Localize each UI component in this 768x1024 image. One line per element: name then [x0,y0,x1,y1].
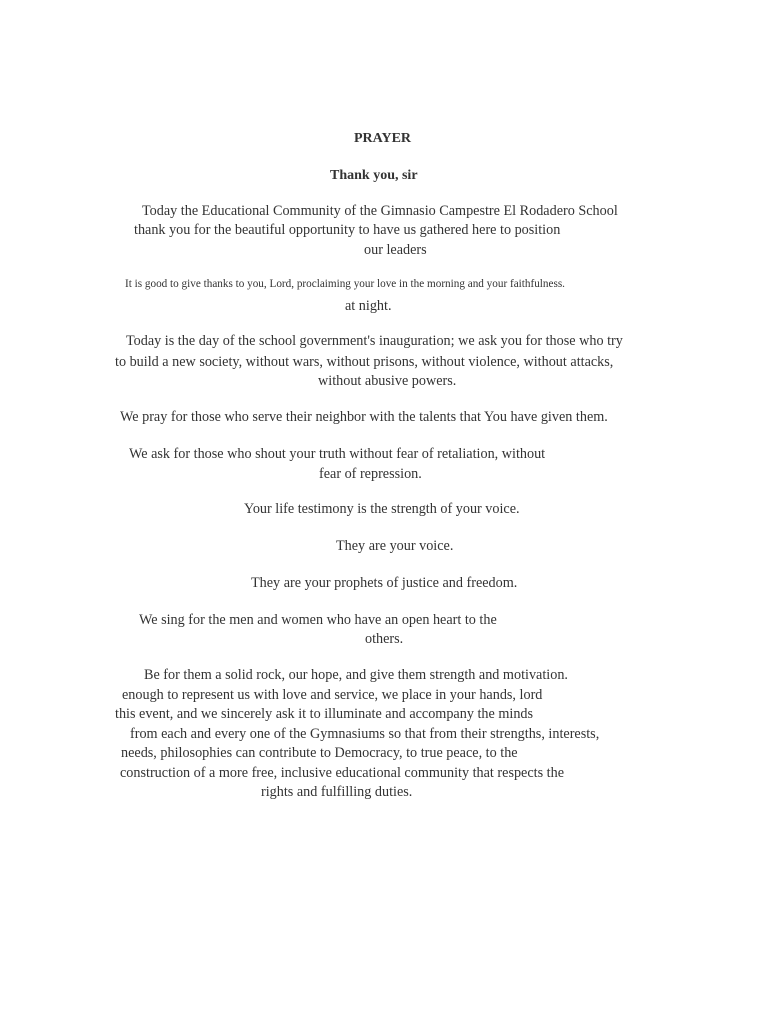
text-line: They are your voice. [336,538,454,554]
text-line: Be for them a solid rock, our hope, and give them strength and motivation. [144,667,568,683]
text-line: They are your prophets of justice and freedom. [251,575,518,591]
prayer-title: PRAYER [354,131,412,146]
text-line: We sing for the men and women who have an open heart to the [139,612,497,628]
text-line: Today the Educational Community of the Gimnasio Campestre El Rodadero School [142,203,618,219]
text-line: construction of a more free, inclusive educational community that respects the [120,765,564,781]
text-line: without abusive powers. [318,373,457,389]
text-line: It is good to give thanks to you, Lord, proclaiming your love in the morning and your faithfulness. [125,278,565,290]
text-line: rights and fulfilling duties. [261,784,413,800]
prayer-subtitle: Thank you, sir [330,168,418,183]
text-line: our leaders [364,242,427,258]
text-line: from each and every one of the Gymnasiums so that from their strengths, interests, [130,726,600,742]
text-line: thank you for the beautiful opportunity to have us gathered here to position [134,222,561,238]
text-line: We ask for those who shout your truth without fear of retaliation, without [129,446,546,462]
text-line: this event, and we sincerely ask it to illuminate and accompany the minds [115,706,534,722]
text-line: to build a new society, without wars, without prisons, without violence, without attacks, [115,354,614,370]
text-line: at night. [345,298,392,314]
text-line: We pray for those who serve their neighbor with the talents that You have given them. [120,409,608,425]
text-line: needs, philosophies can contribute to Democracy, to true peace, to the [121,745,518,761]
text-line: enough to represent us with love and service, we place in your hands, lord [122,687,543,703]
text-line: Your life testimony is the strength of your voice. [244,501,520,517]
text-line: fear of repression. [319,466,422,482]
text-line: others. [365,631,404,647]
text-line: Today is the day of the school government's inauguration; we ask you for those who try [126,333,623,349]
